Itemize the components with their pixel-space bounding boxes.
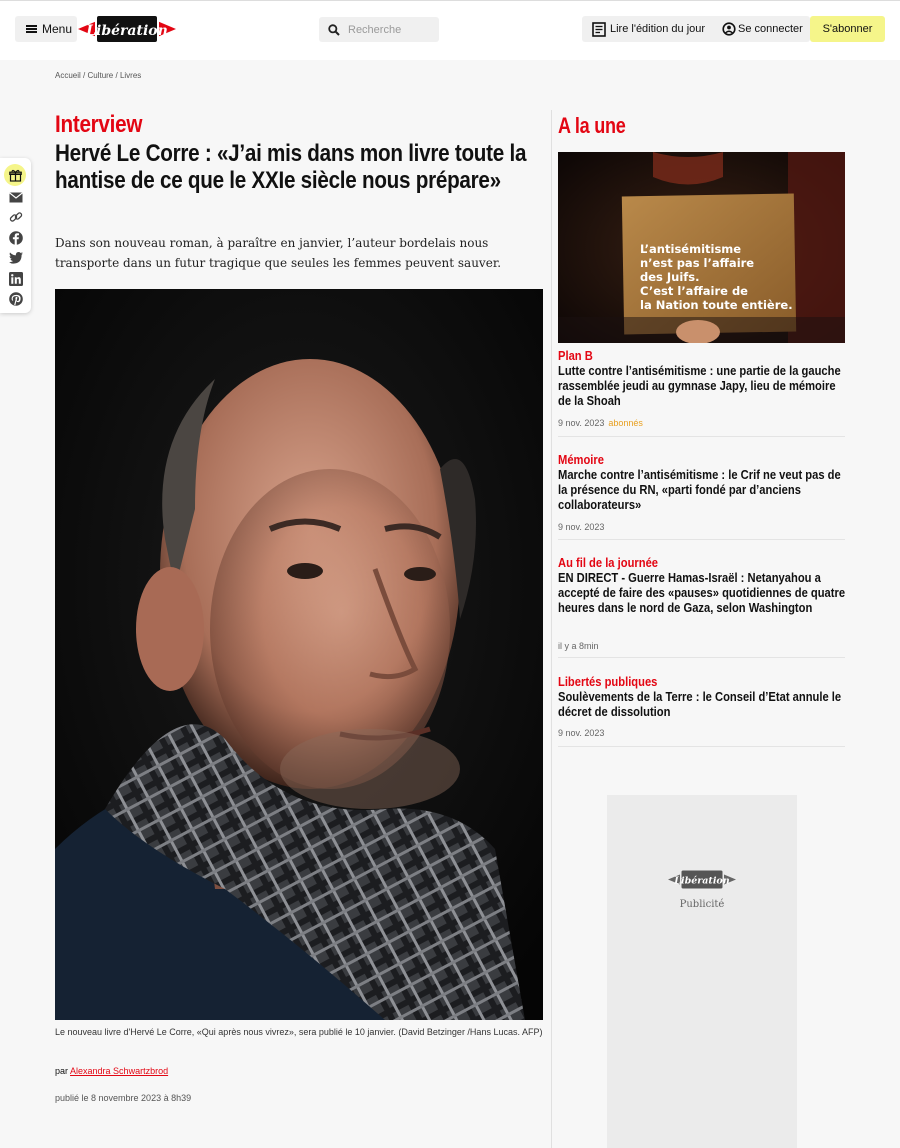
twitter-icon <box>9 252 23 264</box>
link-icon <box>9 210 23 224</box>
sign-line-3: des Juifs. <box>640 270 700 284</box>
breadcrumb-separator: / <box>80 71 88 80</box>
breadcrumb-separator: / <box>113 71 120 80</box>
subscribers-badge: abonnés <box>608 418 643 428</box>
edition-label: Lire l'édition du jour <box>610 23 706 35</box>
pinterest-share-button[interactable] <box>8 291 24 307</box>
card-kicker: Libertés publiques <box>558 674 658 689</box>
card-date: il y a 8min <box>558 641 599 651</box>
search-icon <box>328 24 340 36</box>
publication-date: publié le 8 novembre 2023 à 8h39 <box>55 1093 192 1103</box>
ad-label: Publicité <box>679 899 725 910</box>
card-date: 9 nov. 2023 <box>558 522 605 532</box>
login-button[interactable] <box>722 16 803 42</box>
advertisement-slot <box>607 795 797 1148</box>
user-icon <box>722 22 736 36</box>
card-kicker: Au fil de la journée <box>558 555 659 570</box>
card-meta <box>558 418 643 428</box>
article-kicker[interactable]: Interview <box>55 111 143 138</box>
sign-line-1: L’antisémitisme <box>640 242 742 256</box>
card-date: 9 nov. 2023 <box>558 418 605 428</box>
card-separator <box>558 657 845 658</box>
sign-line-5: la Nation toute entière. <box>640 298 793 312</box>
article-lede: Dans son nouveau roman, à paraître en janvier, l’auteur bordelais nous transporte dans un futur tragique que seules les femmes peuvent sauver. <box>55 236 502 270</box>
search-input[interactable] <box>348 24 428 36</box>
gift-article-button[interactable] <box>4 164 26 186</box>
linkedin-icon <box>9 272 23 286</box>
card-separator <box>558 539 845 540</box>
breadcrumb-item-livres[interactable]: Livres <box>119 71 142 80</box>
liberation-logo[interactable] <box>78 11 176 47</box>
card-title[interactable]: Lutte contre l’antisémitisme : une partie de la gauche rassemblée jeudi au gymnase Japy, lieu de mémoire de la Shoah <box>558 363 841 408</box>
breadcrumb-item-culture[interactable]: Culture <box>87 71 114 80</box>
linkedin-share-button[interactable] <box>8 271 24 287</box>
header-actions <box>582 16 810 42</box>
mail-share-button[interactable] <box>8 189 24 205</box>
article-headline: Hervé Le Corre : «J’ai mis dans mon livre toute la hantise de ce que le XXIe siècle nous prépare» <box>55 140 527 194</box>
card-title[interactable]: Marche contre l’antisémitisme : le Crif ne veut pas de la présence du RN, «parti fondé par d’anciens collaborateurs» <box>558 467 841 512</box>
pinterest-icon <box>9 292 23 306</box>
card-kicker: Mémoire <box>558 452 604 467</box>
facebook-share-button[interactable] <box>8 230 24 246</box>
subscribe-button[interactable] <box>810 16 885 42</box>
breadcrumb <box>55 71 141 80</box>
mail-icon <box>9 192 23 203</box>
card-title[interactable]: EN DIRECT - Guerre Hamas-Israël : Netanyahou a accepté de faire des «pauses» quotidiennes de quatre heures dans le nord de Gaza, selon Washington <box>558 570 846 615</box>
sign-line-4: C’est l’affaire de <box>640 284 748 298</box>
link-share-button[interactable] <box>8 209 24 225</box>
svg-text:Libération: Libération <box>86 23 168 39</box>
author-link[interactable]: Alexandra Schwartzbrod <box>70 1066 169 1076</box>
card-kicker: Plan B <box>558 348 593 363</box>
card-separator <box>558 746 845 747</box>
photo-caption: Le nouveau livre d'Hervé Le Corre, «Qui après nous vivrez», sera publié le 10 janvier. (David Betzinger /Hans Lucas. AFP) <box>55 1027 543 1037</box>
sign-line-2: n’est pas l’affaire <box>640 256 755 270</box>
sidebar-article-card[interactable] <box>558 674 845 748</box>
column-divider <box>551 110 552 1148</box>
card-date: 9 nov. 2023 <box>558 728 605 738</box>
card-meta <box>558 728 604 738</box>
site-header <box>0 0 900 60</box>
byline-prefix: par <box>55 1066 69 1076</box>
breadcrumb-item-accueil[interactable]: Accueil <box>55 71 81 80</box>
gift-icon <box>9 169 22 182</box>
menu-button[interactable] <box>15 16 77 42</box>
sidebar-article-card[interactable] <box>558 555 845 659</box>
facebook-icon <box>9 231 23 245</box>
login-label: Se connecter <box>738 23 803 35</box>
byline <box>55 1066 168 1076</box>
share-bar <box>0 158 31 313</box>
sidebar-article-card[interactable] <box>558 452 845 541</box>
sidebar-title: A la une <box>558 113 626 138</box>
sidebar-article-card[interactable] <box>558 348 845 437</box>
card-separator <box>558 436 845 437</box>
twitter-share-button[interactable] <box>8 250 24 266</box>
card-meta <box>558 522 604 532</box>
edition-du-jour-button[interactable] <box>592 16 705 42</box>
sidebar-photo-protest-sign[interactable] <box>558 152 845 343</box>
card-meta <box>558 641 599 651</box>
svg-text:Libération: Libération <box>674 875 730 887</box>
subscribe-label: S'abonner <box>822 23 873 35</box>
card-title[interactable]: Soulèvements de la Terre : le Conseil d’Etat annule le décret de dissolution <box>558 689 842 719</box>
search-box[interactable] <box>319 17 439 42</box>
hamburger-icon <box>26 25 37 33</box>
menu-label: Menu <box>42 22 73 36</box>
newspaper-icon <box>592 22 607 37</box>
article-photo-portrait <box>55 289 543 1020</box>
ad-liberation-logo <box>668 867 736 892</box>
